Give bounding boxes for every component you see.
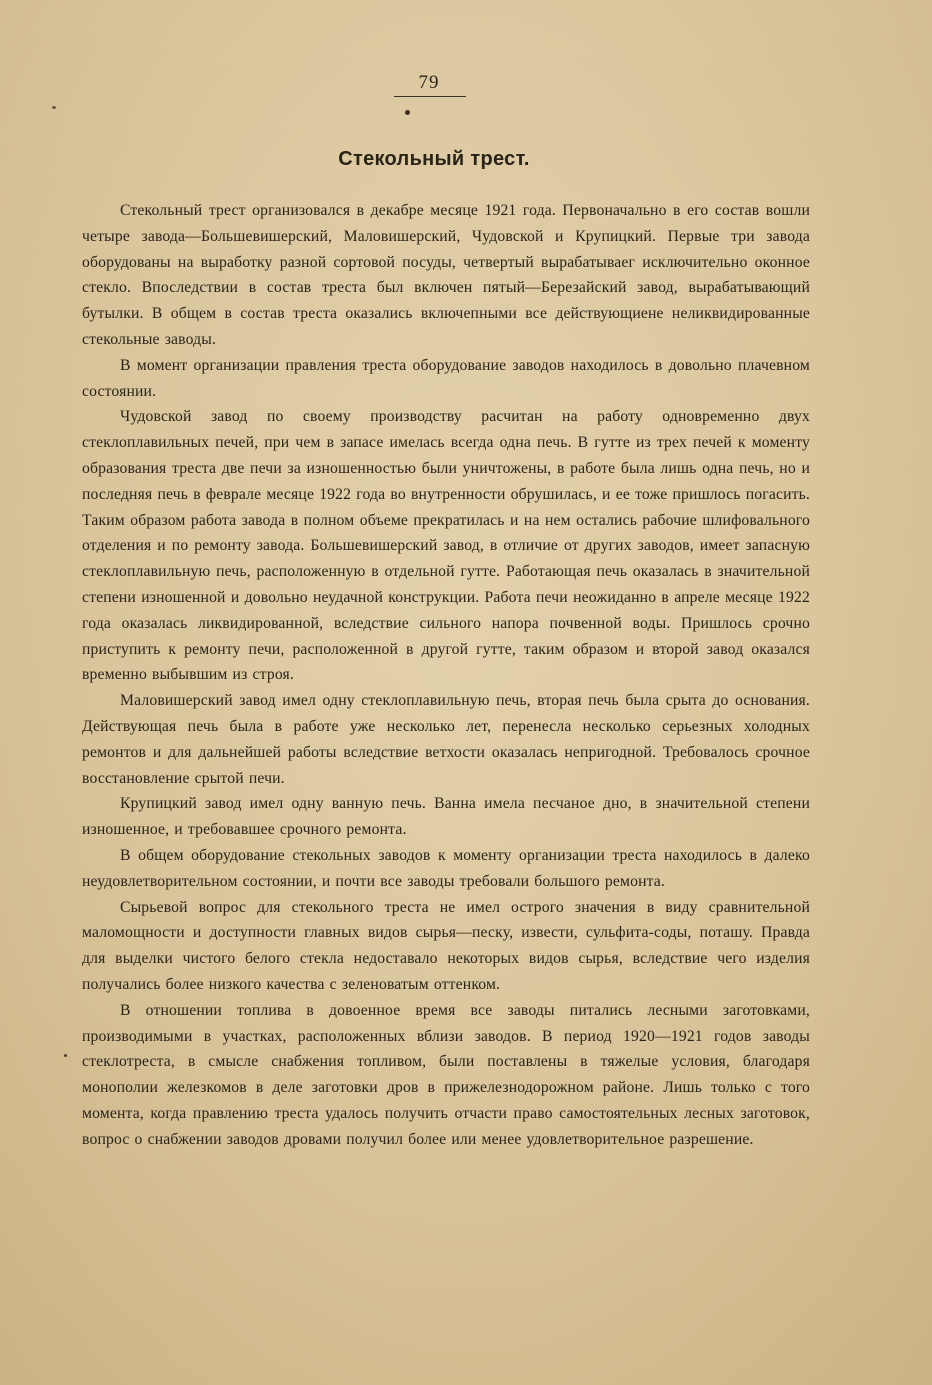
page-title: Стекольный трест. bbox=[338, 148, 530, 170]
paragraph-organization: Стекольный трест организовался в декабре месяце 1921 года. Первоначально в его состав вошли четыре завода—Большевишерский, Маловишерский, Чудовской и Крупицкий. Первые три завода оборудованы на выработку разной сортовой посуды, четвертый вырабатываег исключительно оконное стекло. Впоследствии в состав треста был включен пятый—Березайский завод, вырабатывающий бутылки. В общем в состав треста оказались включепными все действующиене неликвидированные стекольные заводы. bbox=[82, 202, 810, 348]
ink-speck bbox=[405, 110, 410, 115]
paragraph-malovisherskiy: Маловишерский завод имел одну стеклоплавильную печь, вторая печь была срыта до основания. Действующая печь была в работе уже несколько лет, перенесла несколько серьезных холодных ремонтов и для дальнейшей работы вследствие ветхости оказалась непригодной. Требовалось срочное восстановление срытой печи. bbox=[82, 692, 810, 787]
paragraph-equipment-state: В момент организации правления треста оборудование заводов находилось в довольно плачевном состоянии. bbox=[82, 356, 810, 400]
page-number-rule bbox=[394, 96, 466, 97]
paragraph-general-equipment: В общем оборудование стекольных заводов к моменту организации треста находилось в далеко неудовлетворительном состоянии, и почти все заводы требовали большого ремонта. bbox=[82, 846, 810, 890]
ink-speck bbox=[64, 1054, 67, 1057]
paragraph-raw-materials: Сырьевой вопрос для стекольного треста не имел острого значения в виду сравнительной маломощности и доступности главных видов сырья—песку, извести, сульфита-соды, поташу. Правда для выделки чистого белого стекла недоставало некоторых видов сырья, вследствие чего изделия получались более низкого качества с зеленоватым оттенком. bbox=[82, 898, 810, 993]
paragraph-krupitskiy: Крупицкий завод имел одну ванную печь. Ванна имела песчаное дно, в значительной степени изношенное, и требовавшее срочного ремонта. bbox=[82, 795, 810, 839]
paragraph-fuel: В отношении топлива в довоенное время все заводы питались лесными заготовками, производимыми в участках, расположенных вблизи заводов. В период 1920—1921 годов заводы стеклотреста, в смысле снабжения топливом, были поставлены в тяжелые условия, благодаря монополии железкомов в деле заготовки дров в прижелезнодорожном районе. Лишь только с того момента, когда правлению треста удалось получить отчасти право самостоятельных лесных заготовок, вопрос о снабжении заводов дровами получил более или менее удовлетворительное разрешение. bbox=[82, 1001, 810, 1148]
body-text bbox=[82, 198, 810, 1152]
ink-speck bbox=[52, 106, 56, 109]
paragraph-chudovskoy: Чудовской завод по своему производству расчитан на работу одновременно двух стеклоплавильных печей, при чем в запасе имелась всегда одна печь. В гутте из трех печей к моменту образования треста две печи за изношенностью были уничтожены, в работе была лишь одна печь, но и последняя печь в феврале месяце 1922 года во внутренности обрушилась, и ее тоже пришлось погасить. Таким образом работа завода в полном объеме прекратилась и на нем остались рабочие шлифовального отделения и по ремонту завода. Большевишерский завод, в отличие от других заводов, имеет запасную стеклоплавильную печь, расположенную в отдельной гутте. Работающая печь оказалась в значительной степени изношенной и довольно неудачной конструкции. Работа печи неожиданно в апреле месяце 1922 года оказалась ликвидированной, вследствие сильного напора почвенной воды. Пришлось срочно приступить к ремонту печи, расположенной в другой гутте, таким образом и второй завод оказался временно выбывшим из строя. bbox=[82, 408, 810, 684]
page-number: 79 bbox=[418, 72, 440, 93]
